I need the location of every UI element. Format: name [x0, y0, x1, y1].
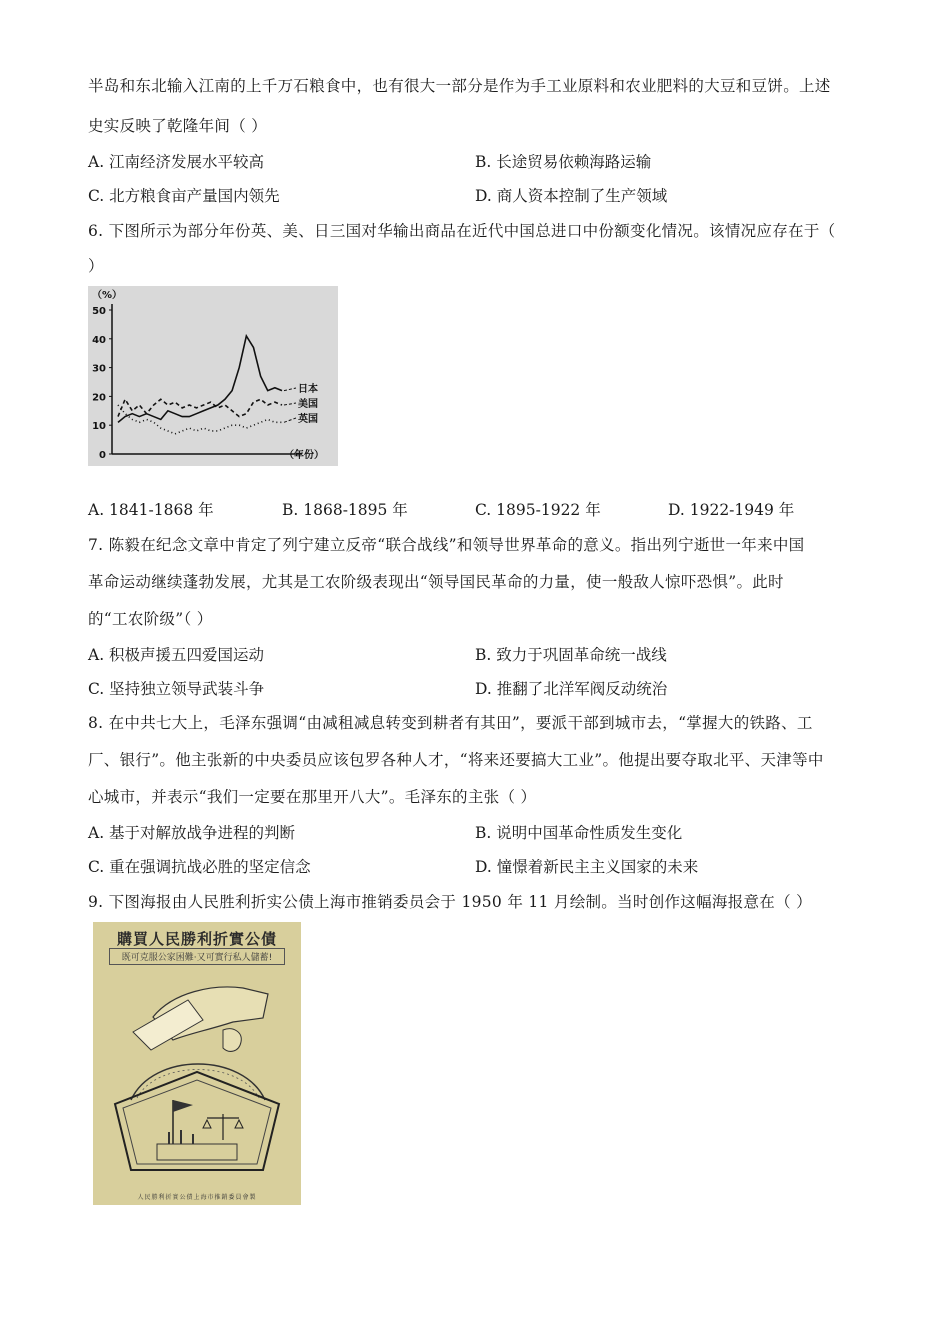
series-line-0 — [118, 336, 282, 422]
y-tick-label: 30 — [92, 363, 106, 375]
q9-stem-line-1: 9. 下图海报由人民胜利折实公债上海市推销委员会于 1950 年 11 月绘制。当时创作这幅海报意在（ ） — [88, 893, 812, 911]
y-tick-label: 40 — [92, 334, 106, 346]
y-tick-label: 0 — [99, 450, 106, 461]
q5-option-a[interactable]: A. 江南经济发展水平较高 — [88, 153, 265, 171]
q7-stem-line-3: 的“工农阶级”（ ） — [88, 610, 213, 628]
q5-stem-line-2: 史实反映了乾隆年间（ ） — [88, 117, 268, 135]
q7-option-c[interactable]: C. 坚持独立领导武装斗争 — [88, 680, 265, 698]
legend-label: 美国 — [298, 399, 318, 410]
q6-option-c[interactable]: C. 1895-1922 年 — [475, 501, 601, 519]
q8-stem-line-1: 8. 在中共七大上，毛泽东强调“由减租减息转变到耕者有其田”，要派干部到城市去，“掌握大的铁路、工 — [88, 714, 813, 732]
q5-option-c[interactable]: C. 北方粮食亩产量国内领先 — [88, 187, 280, 205]
q7-option-d[interactable]: D. 推翻了北洋军阀反动统治 — [475, 680, 668, 698]
q8-option-d[interactable]: D. 憧憬着新民主主义国家的未来 — [475, 858, 699, 876]
series-line-2 — [118, 405, 282, 434]
q6-option-b[interactable]: B. 1868-1895 年 — [282, 501, 408, 519]
legend-leader — [284, 403, 296, 405]
legend-leader — [284, 418, 296, 422]
y-axis-label: （%） — [92, 290, 123, 301]
y-tick-label: 20 — [92, 392, 106, 404]
legend-leader — [284, 388, 296, 391]
series-line-1 — [118, 399, 282, 416]
q5-option-b[interactable]: B. 长途贸易依赖海路运输 — [475, 153, 652, 171]
q8-stem-line-3: 心城市，并表示“我们一定要在那里开八大”。毛泽东的主张（ ） — [88, 788, 537, 806]
legend-label: 日本 — [298, 384, 318, 395]
q6-option-a[interactable]: A. 1841-1868 年 — [88, 501, 214, 519]
poster-subtitle: 既可克服公家困難·又可實行私人儲蓄! — [109, 948, 285, 965]
q7-stem-line-2: 革命运动继续蓬勃发展，尤其是工农阶级表现出“领导国民革命的力量，使一般敌人惊吓恐惧”。此时 — [88, 573, 784, 591]
q5-stem-line-1: 半岛和东北输入江南的上千万石粮食中，也有很大一部分是作为手工业原料和农业肥料的大豆和豆饼。上述 — [88, 77, 831, 95]
chart-svg — [88, 286, 338, 466]
bond-poster — [93, 922, 301, 1205]
q8-option-b[interactable]: B. 说明中国革命性质发生变化 — [475, 824, 683, 842]
q8-stem-line-2: 厂、银行”。他主张新的中央委员应该包罗各种人才，“将来还要搞大工业”。他提出要夺取北平、天津等中 — [88, 751, 824, 769]
q6-option-d[interactable]: D. 1922-1949 年 — [668, 501, 795, 519]
q7-stem-line-1: 7. 陈毅在纪念文章中肯定了列宁建立反帝“联合战线”和领导世界革命的意义。指出列宁逝世一年来中国 — [88, 536, 805, 554]
q8-option-a[interactable]: A. 基于对解放战争进程的判断 — [88, 824, 296, 842]
x-axis-label: （年份） — [284, 450, 324, 461]
q6-stem-line-2: ） — [88, 257, 104, 275]
q8-option-c[interactable]: C. 重在强调抗战必胜的坚定信念 — [88, 858, 311, 876]
q7-option-a[interactable]: A. 积极声援五四爱国运动 — [88, 646, 265, 664]
y-tick-label: 10 — [92, 421, 106, 433]
y-tick-label: 50 — [92, 306, 106, 317]
q7-option-b[interactable]: B. 致力于巩固革命统一战线 — [475, 646, 667, 664]
legend-label: 英国 — [298, 414, 318, 425]
q5-option-d[interactable]: D. 商人资本控制了生产领域 — [475, 187, 668, 205]
poster-footer: 人民勝利折實公債上海市推銷委員會製 — [137, 1194, 257, 1201]
trade-share-chart — [88, 286, 338, 466]
q6-stem-line-1: 6. 下图所示为部分年份英、美、日三国对华输出商品在近代中国总进口中份额变化情况。该情况应存在于（ — [88, 222, 836, 240]
poster-title: 購買人民勝利折實公債 — [116, 930, 277, 948]
